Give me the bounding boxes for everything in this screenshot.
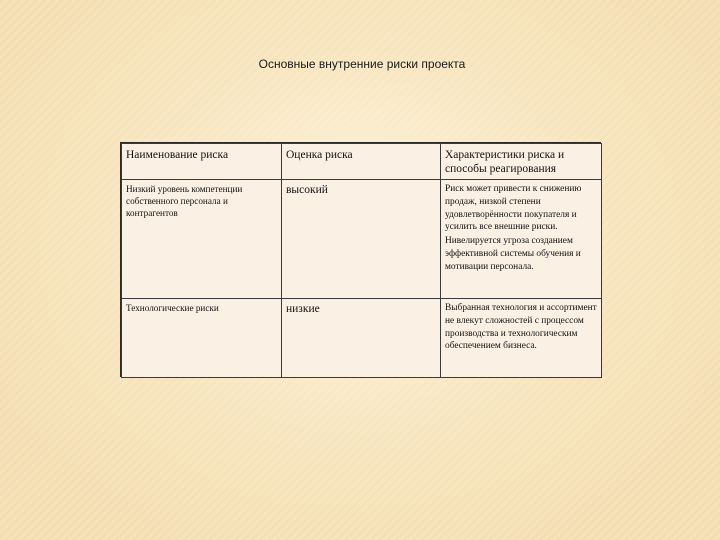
risk-assessment-cell: низкие — [282, 299, 440, 377]
table-row — [122, 299, 601, 377]
risk-description-paragraph: Выбранная технология и ассортимент не влекут сложностей с процессом производства и технологическим обеспечением бизнеса. — [445, 303, 597, 352]
risk-table — [121, 143, 602, 378]
risk-name-cell: Технологические риски — [122, 299, 281, 377]
header-risk-name: Наименование риска — [122, 144, 281, 179]
risk-description-cell — [441, 180, 601, 298]
table-row — [122, 180, 601, 298]
risk-name-cell: Низкий уровень компетенции собственного персонала и контрагентов — [122, 180, 281, 298]
risk-table-container — [120, 142, 601, 377]
risk-description-paragraph: Нивелируется угроза созданием эффективной системы обучения и мотивации персонала. — [445, 236, 581, 272]
header-risk-characteristics: Характеристики риска и способы реагирования — [441, 144, 601, 179]
slide-title: Основные внутренние риски проекта — [258, 57, 466, 71]
risk-description-cell — [441, 299, 601, 377]
risk-description-paragraph: Риск может привести к снижению продаж, низкой степени удовлетворённости покупателя и усилить все внешние риски. — [445, 184, 582, 233]
table-header-row — [122, 144, 601, 179]
header-risk-assessment: Оценка риска — [282, 144, 440, 179]
risk-assessment-cell: высокий — [282, 180, 440, 298]
